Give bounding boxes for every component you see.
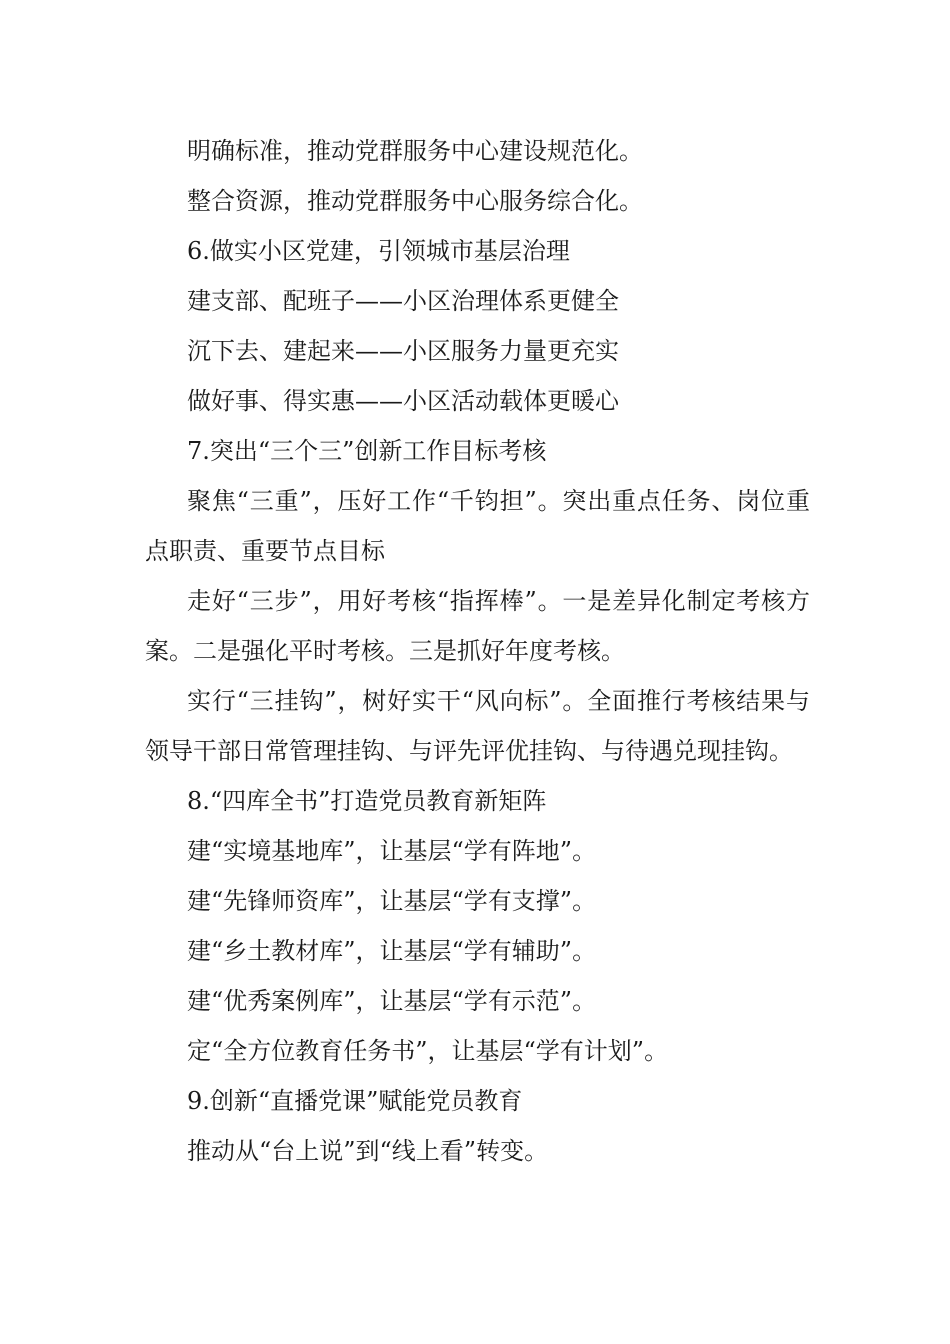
paragraph: 沉下去、建起来——小区服务力量更充实 xyxy=(187,337,619,365)
paragraph: 走好“三步”，用好考核“指挥棒”。一是差异化制定考核方案。二是强化平时考核。三是抓好年度考核。 xyxy=(145,587,810,665)
paragraph: 实行“三挂钩”，树好实干“风向标”。全面推行考核结果与领导干部日常管理挂钩、与评先评优挂钩、与待遇兑现挂钩。 xyxy=(145,687,810,765)
paragraph: 建“乡土教材库”，让基层“学有辅助”。 xyxy=(187,937,597,965)
section-heading: 8.“四库全书”打造党员教育新矩阵 xyxy=(187,787,547,815)
paragraph: 建支部、配班子——小区治理体系更健全 xyxy=(187,287,619,315)
paragraph: 定“全方位教育任务书”，让基层“学有计划”。 xyxy=(187,1037,669,1065)
paragraph: 建“实境基地库”，让基层“学有阵地”。 xyxy=(187,837,597,865)
section-heading: 6.做实小区党建，引领城市基层治理 xyxy=(187,237,570,265)
paragraph: 明确标准，推动党群服务中心建设规范化。 xyxy=(187,137,643,165)
paragraph: 建“优秀案例库”，让基层“学有示范”。 xyxy=(187,987,597,1015)
section-heading: 7.突出“三个三”创新工作目标考核 xyxy=(187,437,547,465)
document-body xyxy=(145,126,810,1176)
paragraph: 聚焦“三重”，压好工作“千钧担”。突出重点任务、岗位重点职责、重要节点目标 xyxy=(145,487,810,565)
paragraph: 做好事、得实惠——小区活动载体更暖心 xyxy=(187,387,619,415)
paragraph: 建“先锋师资库”，让基层“学有支撑”。 xyxy=(187,887,597,915)
paragraph: 推动从“台上说”到“线上看”转变。 xyxy=(187,1137,549,1165)
section-heading: 9.创新“直播党课”赋能党员教育 xyxy=(187,1087,523,1115)
paragraph: 整合资源，推动党群服务中心服务综合化。 xyxy=(187,187,643,215)
